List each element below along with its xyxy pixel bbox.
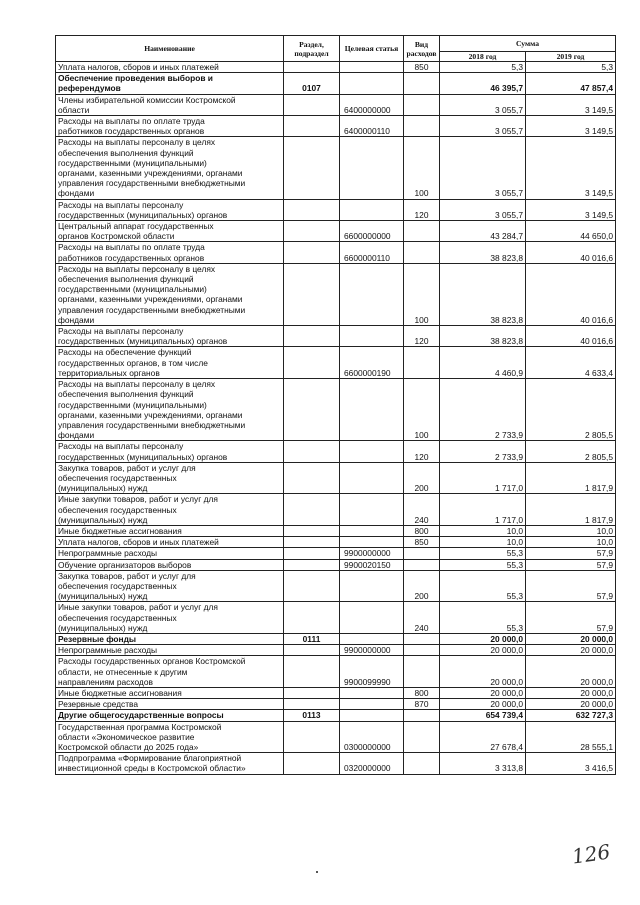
cell-target: 6600000110 [340,242,404,263]
cell-target: 6600000190 [340,347,404,379]
cell-2018: 4 460,9 [440,347,526,379]
cell-2018: 20 000,0 [440,687,526,698]
cell-type [404,94,440,115]
cell-type [404,73,440,94]
cell-target [340,710,404,721]
table-row [56,379,616,441]
cell-type: 800 [404,525,440,536]
cell-2019: 2 805,5 [526,379,616,441]
cell-2019: 2 805,5 [526,441,616,462]
cell-2018: 20 000,0 [440,633,526,644]
table-row [56,326,616,347]
cell-name: Закупка товаров, работ и услуг для обеспечения государственных (муниципальных) нужд [56,462,284,494]
table-row [56,656,616,688]
cell-2018: 46 395,7 [440,73,526,94]
cell-name: Расходы на выплаты по оплате труда работников государственных органов [56,116,284,137]
cell-section [284,570,340,602]
cell-target [340,570,404,602]
cell-2019: 1 817,9 [526,462,616,494]
cell-2018: 3 055,7 [440,137,526,199]
cell-target [340,379,404,441]
cell-name: Непрограммные расходы [56,645,284,656]
cell-type [404,116,440,137]
cell-2018: 1 717,0 [440,462,526,494]
header-name: Наименование [56,36,284,62]
cell-2018: 38 823,8 [440,326,526,347]
cell-name: Обучение организаторов выборов [56,559,284,570]
cell-section [284,137,340,199]
cell-name: Непрограммные расходы [56,548,284,559]
cell-type [404,710,440,721]
table-row [56,721,616,753]
cell-target: 6400000110 [340,116,404,137]
cell-name: Расходы на выплаты персоналу государственных (муниципальных) органов [56,326,284,347]
cell-2018: 1 717,0 [440,494,526,526]
cell-target [340,263,404,325]
cell-type [404,221,440,242]
cell-target [340,441,404,462]
cell-2018: 43 284,7 [440,221,526,242]
cell-target [340,494,404,526]
cell-target: 9900099990 [340,656,404,688]
table-row [56,633,616,644]
table-row [56,441,616,462]
cell-name: Расходы на выплаты персоналу государственных (муниципальных) органов [56,441,284,462]
cell-2018: 10,0 [440,537,526,548]
table-row [56,699,616,710]
cell-2018: 38 823,8 [440,263,526,325]
cell-2018: 20 000,0 [440,656,526,688]
cell-section [284,242,340,263]
cell-target [340,687,404,698]
table-row [56,347,616,379]
cell-name: Уплата налогов, сборов и иных платежей [56,537,284,548]
cell-type: 240 [404,602,440,634]
cell-name: Расходы на выплаты персоналу государственных (муниципальных) органов [56,199,284,220]
cell-name: Расходы на выплаты по оплате труда работников государственных органов [56,242,284,263]
cell-section [284,326,340,347]
header-sum: Сумма [440,36,616,52]
cell-2018: 27 678,4 [440,721,526,753]
cell-2018: 38 823,8 [440,242,526,263]
table-row [56,570,616,602]
cell-type [404,656,440,688]
cell-name: Иные бюджетные ассигнования [56,687,284,698]
cell-2018: 2 733,9 [440,441,526,462]
table-row [56,537,616,548]
cell-2018: 3 055,7 [440,116,526,137]
cell-section [284,94,340,115]
cell-2019: 28 555,1 [526,721,616,753]
cell-2019: 10,0 [526,537,616,548]
table-row [56,221,616,242]
cell-2018: 20 000,0 [440,645,526,656]
cell-name: Центральный аппарат государственных органов Костромской области [56,221,284,242]
cell-2018: 3 055,7 [440,199,526,220]
cell-section [284,494,340,526]
cell-target [340,699,404,710]
cell-target [340,537,404,548]
table-header [56,36,616,62]
cell-type: 850 [404,537,440,548]
table-row [56,645,616,656]
table-row [56,602,616,634]
cell-2019: 57,9 [526,559,616,570]
table-row [56,199,616,220]
cell-2019: 57,9 [526,602,616,634]
table-body [56,62,616,775]
cell-name: Другие общегосударственные вопросы [56,710,284,721]
cell-2019: 57,9 [526,548,616,559]
cell-target [340,137,404,199]
cell-name: Иные закупки товаров, работ и услуг для обеспечения государственных (муниципальных) нужд [56,602,284,634]
cell-type [404,633,440,644]
cell-target: 9900020150 [340,559,404,570]
cell-2018: 3 313,8 [440,753,526,774]
cell-2019: 40 016,6 [526,263,616,325]
cell-type: 850 [404,62,440,73]
table-row [56,263,616,325]
budget-table [55,35,616,775]
cell-section [284,602,340,634]
cell-2018: 20 000,0 [440,699,526,710]
cell-name: Резервные фонды [56,633,284,644]
cell-target: 9900000000 [340,548,404,559]
cell-section [284,379,340,441]
cell-section [284,525,340,536]
cell-2019: 3 149,5 [526,199,616,220]
cell-section [284,62,340,73]
header-2019: 2019 год [526,52,616,62]
cell-2018: 654 739,4 [440,710,526,721]
table-row [56,753,616,774]
cell-section [284,699,340,710]
table-row [56,242,616,263]
cell-section [284,721,340,753]
cell-type [404,753,440,774]
cell-target: 6600000000 [340,221,404,242]
cell-name: Подпрограмма «Формирование благоприятной инвестиционной среды в Костромской области» [56,753,284,774]
table-row [56,116,616,137]
cell-2019: 4 633,4 [526,347,616,379]
cell-2019: 10,0 [526,525,616,536]
cell-2018: 55,3 [440,570,526,602]
table-row [56,137,616,199]
table-row [56,525,616,536]
cell-name: Расходы на выплаты персоналу в целях обеспечения выполнения функций государственными (муниципальными) органами, казенными учреждениями, органами управления государственными внебюджетными фондами [56,263,284,325]
cell-section [284,645,340,656]
table-row [56,62,616,73]
cell-type [404,721,440,753]
cell-target [340,462,404,494]
cell-2019: 20 000,0 [526,687,616,698]
cell-section: 0111 [284,633,340,644]
cell-section [284,559,340,570]
cell-name: Обеспечение проведения выборов и референдумов [56,73,284,94]
cell-section [284,537,340,548]
scan-mark [316,871,318,873]
cell-name: Уплата налогов, сборов и иных платежей [56,62,284,73]
cell-target [340,633,404,644]
cell-2019: 1 817,9 [526,494,616,526]
cell-name: Расходы на выплаты персоналу в целях обеспечения выполнения функций государственными (муниципальными) органами, казенными учреждениями, органами управления государственными внебюджетными фондами [56,137,284,199]
cell-target [340,525,404,536]
cell-name: Расходы государственных органов Костромской области, не отнесенные к другим направлениям расходов [56,656,284,688]
cell-2018: 55,3 [440,602,526,634]
cell-type [404,559,440,570]
cell-2018: 55,3 [440,559,526,570]
header-section: Раздел, подраздел [284,36,340,62]
table-row [56,94,616,115]
cell-type: 100 [404,263,440,325]
cell-type: 800 [404,687,440,698]
cell-type [404,548,440,559]
cell-target [340,602,404,634]
cell-2019: 20 000,0 [526,656,616,688]
cell-section [284,656,340,688]
cell-2019: 3 149,5 [526,137,616,199]
cell-section [284,263,340,325]
cell-2019: 3 416,5 [526,753,616,774]
cell-section [284,441,340,462]
cell-2019: 3 149,5 [526,116,616,137]
table-row [56,462,616,494]
cell-target [340,73,404,94]
cell-2019: 632 727,3 [526,710,616,721]
cell-2019: 40 016,6 [526,326,616,347]
cell-type: 240 [404,494,440,526]
cell-2018: 5,3 [440,62,526,73]
table-row [56,548,616,559]
cell-name: Иные бюджетные ассигнования [56,525,284,536]
cell-section [284,462,340,494]
table-row [56,687,616,698]
cell-2019: 40 016,6 [526,242,616,263]
cell-type [404,347,440,379]
cell-2019: 20 000,0 [526,645,616,656]
cell-target [340,199,404,220]
cell-type: 120 [404,199,440,220]
table-row [56,710,616,721]
header-target: Целевая статья [340,36,404,62]
cell-name: Государственная программа Костромской области «Экономическое развитие Костромской области до 2025 года» [56,721,284,753]
cell-target: 9900000000 [340,645,404,656]
cell-target: 0300000000 [340,721,404,753]
cell-section: 0107 [284,73,340,94]
cell-target: 0320000000 [340,753,404,774]
table-row [56,73,616,94]
cell-name: Иные закупки товаров, работ и услуг для обеспечения государственных (муниципальных) нужд [56,494,284,526]
cell-section [284,199,340,220]
cell-2019: 47 857,4 [526,73,616,94]
table-row [56,494,616,526]
cell-type: 100 [404,137,440,199]
cell-target: 6400000000 [340,94,404,115]
cell-2019: 3 149,5 [526,94,616,115]
cell-section [284,221,340,242]
cell-2018: 55,3 [440,548,526,559]
cell-2019: 20 000,0 [526,699,616,710]
cell-target [340,326,404,347]
cell-section [284,753,340,774]
cell-section [284,687,340,698]
cell-type: 870 [404,699,440,710]
page-number: 126 [570,839,612,869]
cell-name: Резервные средства [56,699,284,710]
cell-type: 200 [404,570,440,602]
cell-name: Закупка товаров, работ и услуг для обеспечения государственных (муниципальных) нужд [56,570,284,602]
cell-section [284,548,340,559]
cell-type: 100 [404,379,440,441]
cell-name: Члены избирательной комиссии Костромской области [56,94,284,115]
cell-2018: 2 733,9 [440,379,526,441]
cell-2019: 44 650,0 [526,221,616,242]
cell-section: 0113 [284,710,340,721]
cell-2018: 3 055,7 [440,94,526,115]
cell-type: 120 [404,441,440,462]
cell-name: Расходы на выплаты персоналу в целях обеспечения выполнения функций государственными (муниципальными) органами, казенными учреждениями, органами управления государственными внебюджетными фондами [56,379,284,441]
cell-section [284,116,340,137]
header-2018: 2018 год [440,52,526,62]
header-type: Вид расходов [404,36,440,62]
cell-type [404,645,440,656]
cell-type [404,242,440,263]
cell-section [284,347,340,379]
cell-name: Расходы на обеспечение функций государственных органов, в том числе территориальных органов [56,347,284,379]
cell-type: 120 [404,326,440,347]
cell-2019: 57,9 [526,570,616,602]
table-row [56,559,616,570]
cell-2019: 5,3 [526,62,616,73]
cell-2019: 20 000,0 [526,633,616,644]
cell-2018: 10,0 [440,525,526,536]
cell-target [340,62,404,73]
cell-type: 200 [404,462,440,494]
